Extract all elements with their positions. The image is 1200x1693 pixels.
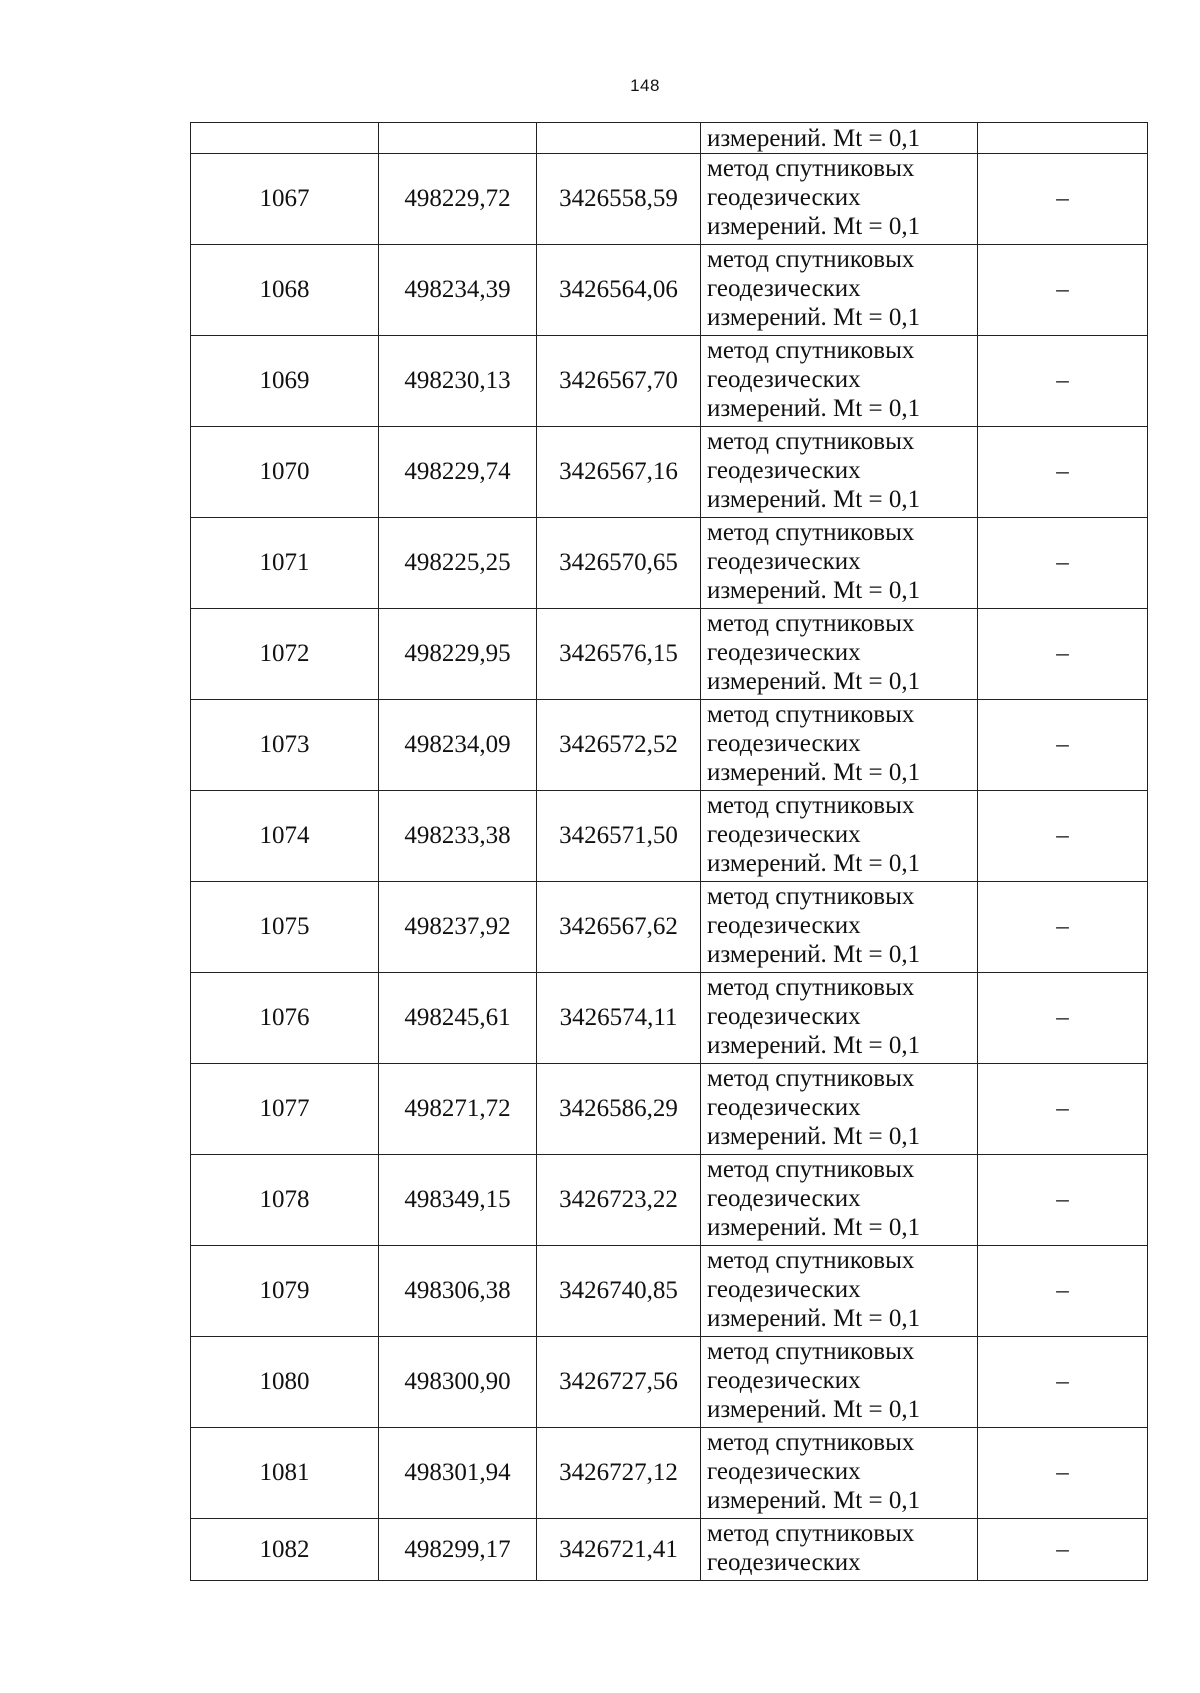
point-number-cell	[191, 123, 379, 154]
method-line: геодезических	[707, 457, 861, 484]
method-cell	[701, 1337, 978, 1428]
error-cell: –	[978, 154, 1148, 245]
error-cell: –	[978, 791, 1148, 882]
table-row	[191, 518, 1148, 609]
method-line: метод спутниковых	[707, 1247, 915, 1274]
y-coordinate-cell: 3426576,15	[537, 609, 701, 700]
y-coordinate-cell: 3426586,29	[537, 1064, 701, 1155]
y-coordinate-cell	[537, 123, 701, 154]
table-row	[191, 1246, 1148, 1337]
method-cell	[701, 973, 978, 1064]
method-line: измерений. Mt = 0,1	[707, 1214, 921, 1241]
method-line: измерений. Mt = 0,1	[707, 213, 921, 240]
method-line: геодезических	[707, 1185, 861, 1212]
x-coordinate-cell	[379, 123, 537, 154]
method-cell	[701, 1155, 978, 1246]
error-cell: –	[978, 700, 1148, 791]
method-cell	[701, 1519, 978, 1581]
point-number-cell: 1075	[191, 882, 379, 973]
table-row	[191, 609, 1148, 700]
point-number-cell: 1074	[191, 791, 379, 882]
method-cell	[701, 1428, 978, 1519]
error-cell: –	[978, 1155, 1148, 1246]
point-number-cell: 1076	[191, 973, 379, 1064]
error-cell: –	[978, 1246, 1148, 1337]
table-row	[191, 1519, 1148, 1581]
method-line: геодезических	[707, 548, 861, 575]
method-line: метод спутниковых	[707, 1065, 915, 1092]
x-coordinate-cell: 498233,38	[379, 791, 537, 882]
table-row	[191, 427, 1148, 518]
x-coordinate-cell: 498234,09	[379, 700, 537, 791]
method-line: измерений. Mt = 0,1	[707, 759, 921, 786]
y-coordinate-cell: 3426570,65	[537, 518, 701, 609]
error-cell: –	[978, 1428, 1148, 1519]
table-row	[191, 700, 1148, 791]
method-line: геодезических	[707, 1094, 861, 1121]
x-coordinate-cell: 498229,74	[379, 427, 537, 518]
method-line: метод спутниковых	[707, 883, 915, 910]
x-coordinate-cell: 498306,38	[379, 1246, 537, 1337]
error-cell: –	[978, 882, 1148, 973]
method-line: измерений. Mt = 0,1	[707, 124, 921, 152]
x-coordinate-cell: 498237,92	[379, 882, 537, 973]
point-number-cell: 1072	[191, 609, 379, 700]
coordinates-table	[190, 122, 1148, 1581]
x-coordinate-cell: 498225,25	[379, 518, 537, 609]
x-coordinate-cell: 498300,90	[379, 1337, 537, 1428]
method-cell	[701, 791, 978, 882]
method-cell	[701, 518, 978, 609]
method-line: измерений. Mt = 0,1	[707, 1123, 921, 1150]
method-cell	[701, 700, 978, 791]
point-number-cell: 1068	[191, 245, 379, 336]
method-line: измерений. Mt = 0,1	[707, 850, 921, 877]
method-line: метод спутниковых	[707, 792, 915, 819]
x-coordinate-cell: 498299,17	[379, 1519, 537, 1581]
method-line: геодезических	[707, 1367, 861, 1394]
y-coordinate-cell: 3426721,41	[537, 1519, 701, 1581]
point-number-cell: 1077	[191, 1064, 379, 1155]
point-number-cell: 1071	[191, 518, 379, 609]
point-number-cell: 1073	[191, 700, 379, 791]
point-number-cell: 1070	[191, 427, 379, 518]
method-line: геодезических	[707, 639, 861, 666]
error-cell: –	[978, 1519, 1148, 1581]
method-cell	[701, 882, 978, 973]
y-coordinate-cell: 3426727,56	[537, 1337, 701, 1428]
y-coordinate-cell: 3426572,52	[537, 700, 701, 791]
table-row	[191, 336, 1148, 427]
error-cell: –	[978, 336, 1148, 427]
x-coordinate-cell: 498229,95	[379, 609, 537, 700]
y-coordinate-cell: 3426567,16	[537, 427, 701, 518]
coordinates-table-body	[191, 123, 1148, 1581]
method-line: геодезических	[707, 912, 861, 939]
point-number-cell: 1069	[191, 336, 379, 427]
table-row	[191, 791, 1148, 882]
y-coordinate-cell: 3426740,85	[537, 1246, 701, 1337]
table-row-continuation	[191, 123, 1148, 154]
error-cell: –	[978, 973, 1148, 1064]
method-line: измерений. Mt = 0,1	[707, 1396, 921, 1423]
y-coordinate-cell: 3426727,12	[537, 1428, 701, 1519]
error-cell: –	[978, 427, 1148, 518]
y-coordinate-cell: 3426723,22	[537, 1155, 701, 1246]
method-line: геодезических	[707, 275, 861, 302]
point-number-cell: 1081	[191, 1428, 379, 1519]
x-coordinate-cell: 498271,72	[379, 1064, 537, 1155]
table-row	[191, 973, 1148, 1064]
method-line: метод спутниковых	[707, 610, 915, 637]
method-cell	[701, 1064, 978, 1155]
method-line: геодезических	[707, 366, 861, 393]
x-coordinate-cell: 498349,15	[379, 1155, 537, 1246]
method-line: измерений. Mt = 0,1	[707, 486, 921, 513]
table-row	[191, 154, 1148, 245]
method-cell	[701, 245, 978, 336]
error-cell: –	[978, 1337, 1148, 1428]
method-line: метод спутниковых	[707, 519, 915, 546]
y-coordinate-cell: 3426571,50	[537, 791, 701, 882]
method-line: геодезических	[707, 1276, 861, 1303]
method-line: измерений. Mt = 0,1	[707, 1487, 921, 1514]
method-line: геодезических	[707, 821, 861, 848]
table-row	[191, 1064, 1148, 1155]
point-number-cell: 1080	[191, 1337, 379, 1428]
page-number: 148	[630, 76, 660, 95]
x-coordinate-cell: 498230,13	[379, 336, 537, 427]
x-coordinate-cell: 498229,72	[379, 154, 537, 245]
method-line: метод спутниковых	[707, 974, 915, 1001]
method-line: геодезических	[707, 184, 861, 211]
y-coordinate-cell: 3426567,62	[537, 882, 701, 973]
error-cell	[978, 123, 1148, 154]
method-line: метод спутниковых	[707, 428, 915, 455]
y-coordinate-cell: 3426564,06	[537, 245, 701, 336]
error-cell: –	[978, 1064, 1148, 1155]
method-line: геодезических	[707, 1003, 861, 1030]
method-line: измерений. Mt = 0,1	[707, 577, 921, 604]
x-coordinate-cell: 498301,94	[379, 1428, 537, 1519]
method-line: метод спутниковых	[707, 155, 915, 182]
point-number-cell: 1082	[191, 1519, 379, 1581]
method-line: измерений. Mt = 0,1	[707, 1305, 921, 1332]
error-cell: –	[978, 518, 1148, 609]
y-coordinate-cell: 3426574,11	[537, 973, 701, 1064]
error-cell: –	[978, 245, 1148, 336]
y-coordinate-cell: 3426567,70	[537, 336, 701, 427]
method-line: геодезических	[707, 1549, 861, 1576]
method-cell	[701, 609, 978, 700]
method-line: геодезических	[707, 1458, 861, 1485]
method-line: измерений. Mt = 0,1	[707, 941, 921, 968]
table-row	[191, 1337, 1148, 1428]
method-line: метод спутниковых	[707, 1338, 915, 1365]
method-line: геодезических	[707, 730, 861, 757]
method-line: измерений. Mt = 0,1	[707, 304, 921, 331]
table-row	[191, 245, 1148, 336]
table-row	[191, 882, 1148, 973]
method-line: метод спутниковых	[707, 1520, 915, 1547]
point-number-cell: 1078	[191, 1155, 379, 1246]
method-line: метод спутниковых	[707, 337, 915, 364]
method-line: метод спутниковых	[707, 246, 915, 273]
point-number-cell: 1079	[191, 1246, 379, 1337]
table-row	[191, 1155, 1148, 1246]
x-coordinate-cell: 498245,61	[379, 973, 537, 1064]
method-line: измерений. Mt = 0,1	[707, 1032, 921, 1059]
method-cell	[701, 1246, 978, 1337]
method-line: метод спутниковых	[707, 1429, 915, 1456]
method-line: метод спутниковых	[707, 701, 915, 728]
y-coordinate-cell: 3426558,59	[537, 154, 701, 245]
method-line: измерений. Mt = 0,1	[707, 395, 921, 422]
x-coordinate-cell: 498234,39	[379, 245, 537, 336]
point-number-cell: 1067	[191, 154, 379, 245]
method-line: измерений. Mt = 0,1	[707, 668, 921, 695]
method-cell	[701, 427, 978, 518]
table-row	[191, 1428, 1148, 1519]
method-cell	[701, 336, 978, 427]
method-cell	[701, 123, 978, 154]
method-cell	[701, 154, 978, 245]
error-cell: –	[978, 609, 1148, 700]
method-line: метод спутниковых	[707, 1156, 915, 1183]
